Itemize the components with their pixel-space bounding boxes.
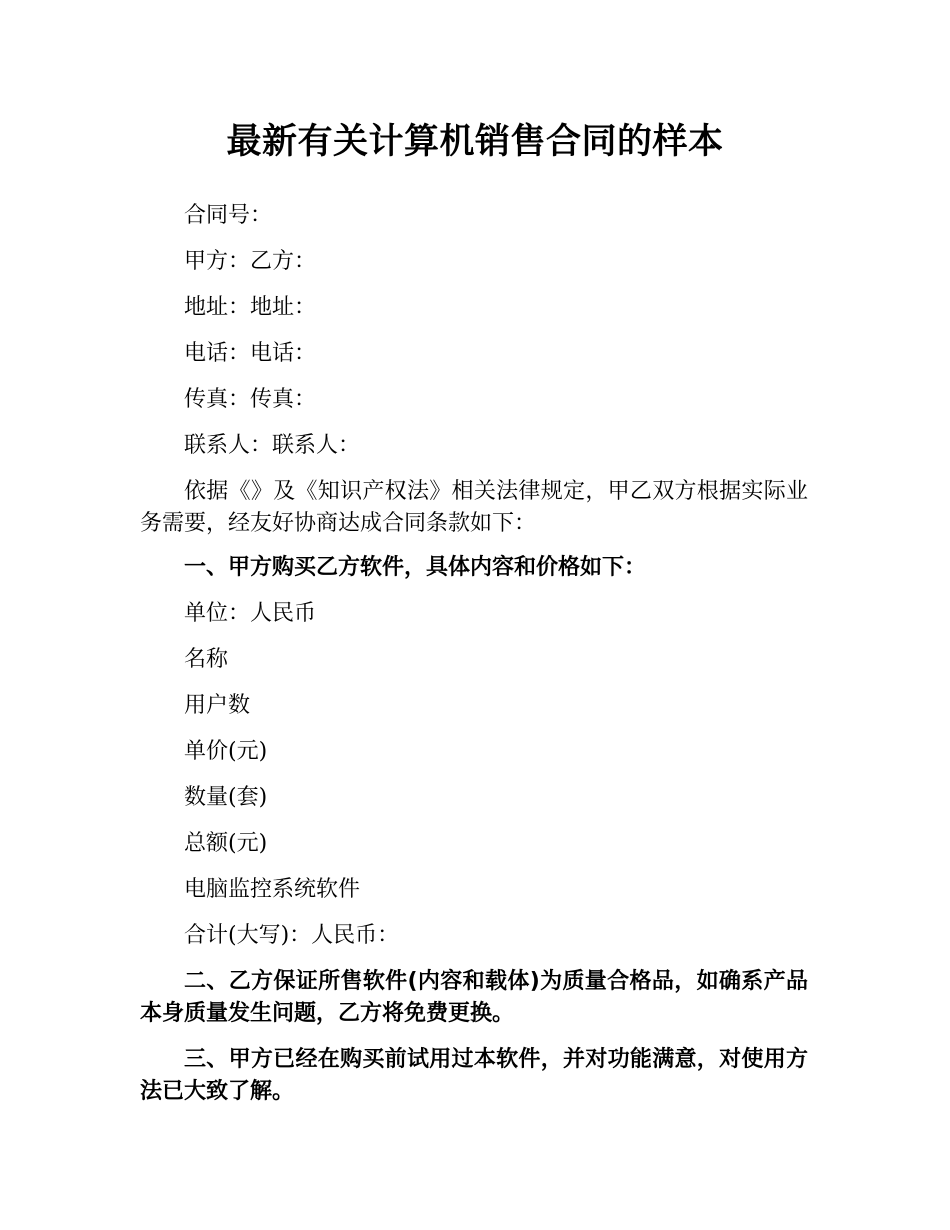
unit-price-label: 单价(元) [184,739,268,764]
item-name-label: 名称 [184,647,229,672]
fax-line: 传真：传真： [184,387,317,412]
clause-3-paragraph: 三、甲方已经在购买前试用过本软件，并对功能满意，对使用方法已大致了解。 [140,1047,808,1104]
document-body [140,200,808,1108]
clause-1-heading: 一、甲方购买乙方软件，具体内容和价格如下： [184,555,647,580]
contract-number-line: 合同号： [184,203,273,228]
address-line: 地址：地址： [184,295,317,320]
quantity-label: 数量(套) [184,785,268,810]
product-name-line: 电脑监控系统软件 [184,877,361,902]
clause-2-paragraph: 二、乙方保证所售软件(内容和载体)为质量合格品，如确系产品本身质量发生问题，乙方将免费更换。 [140,969,808,1026]
total-label: 总额(元) [184,831,268,856]
contact-line: 联系人：联系人： [184,433,361,458]
currency-line: 单位：人民币 [184,601,317,626]
party-line: 甲方：乙方： [184,249,317,274]
intro-paragraph: 依据《》及《知识产权法》相关法律规定，甲乙双方根据实际业务需要，经友好协商达成合同条款如下： [140,479,808,536]
phone-line: 电话：电话： [184,341,317,366]
grand-total-line: 合计(大写)：人民币： [184,923,400,948]
user-count-label: 用户数 [184,693,251,718]
document-title: 最新有关计算机销售合同的样本 [226,122,724,162]
